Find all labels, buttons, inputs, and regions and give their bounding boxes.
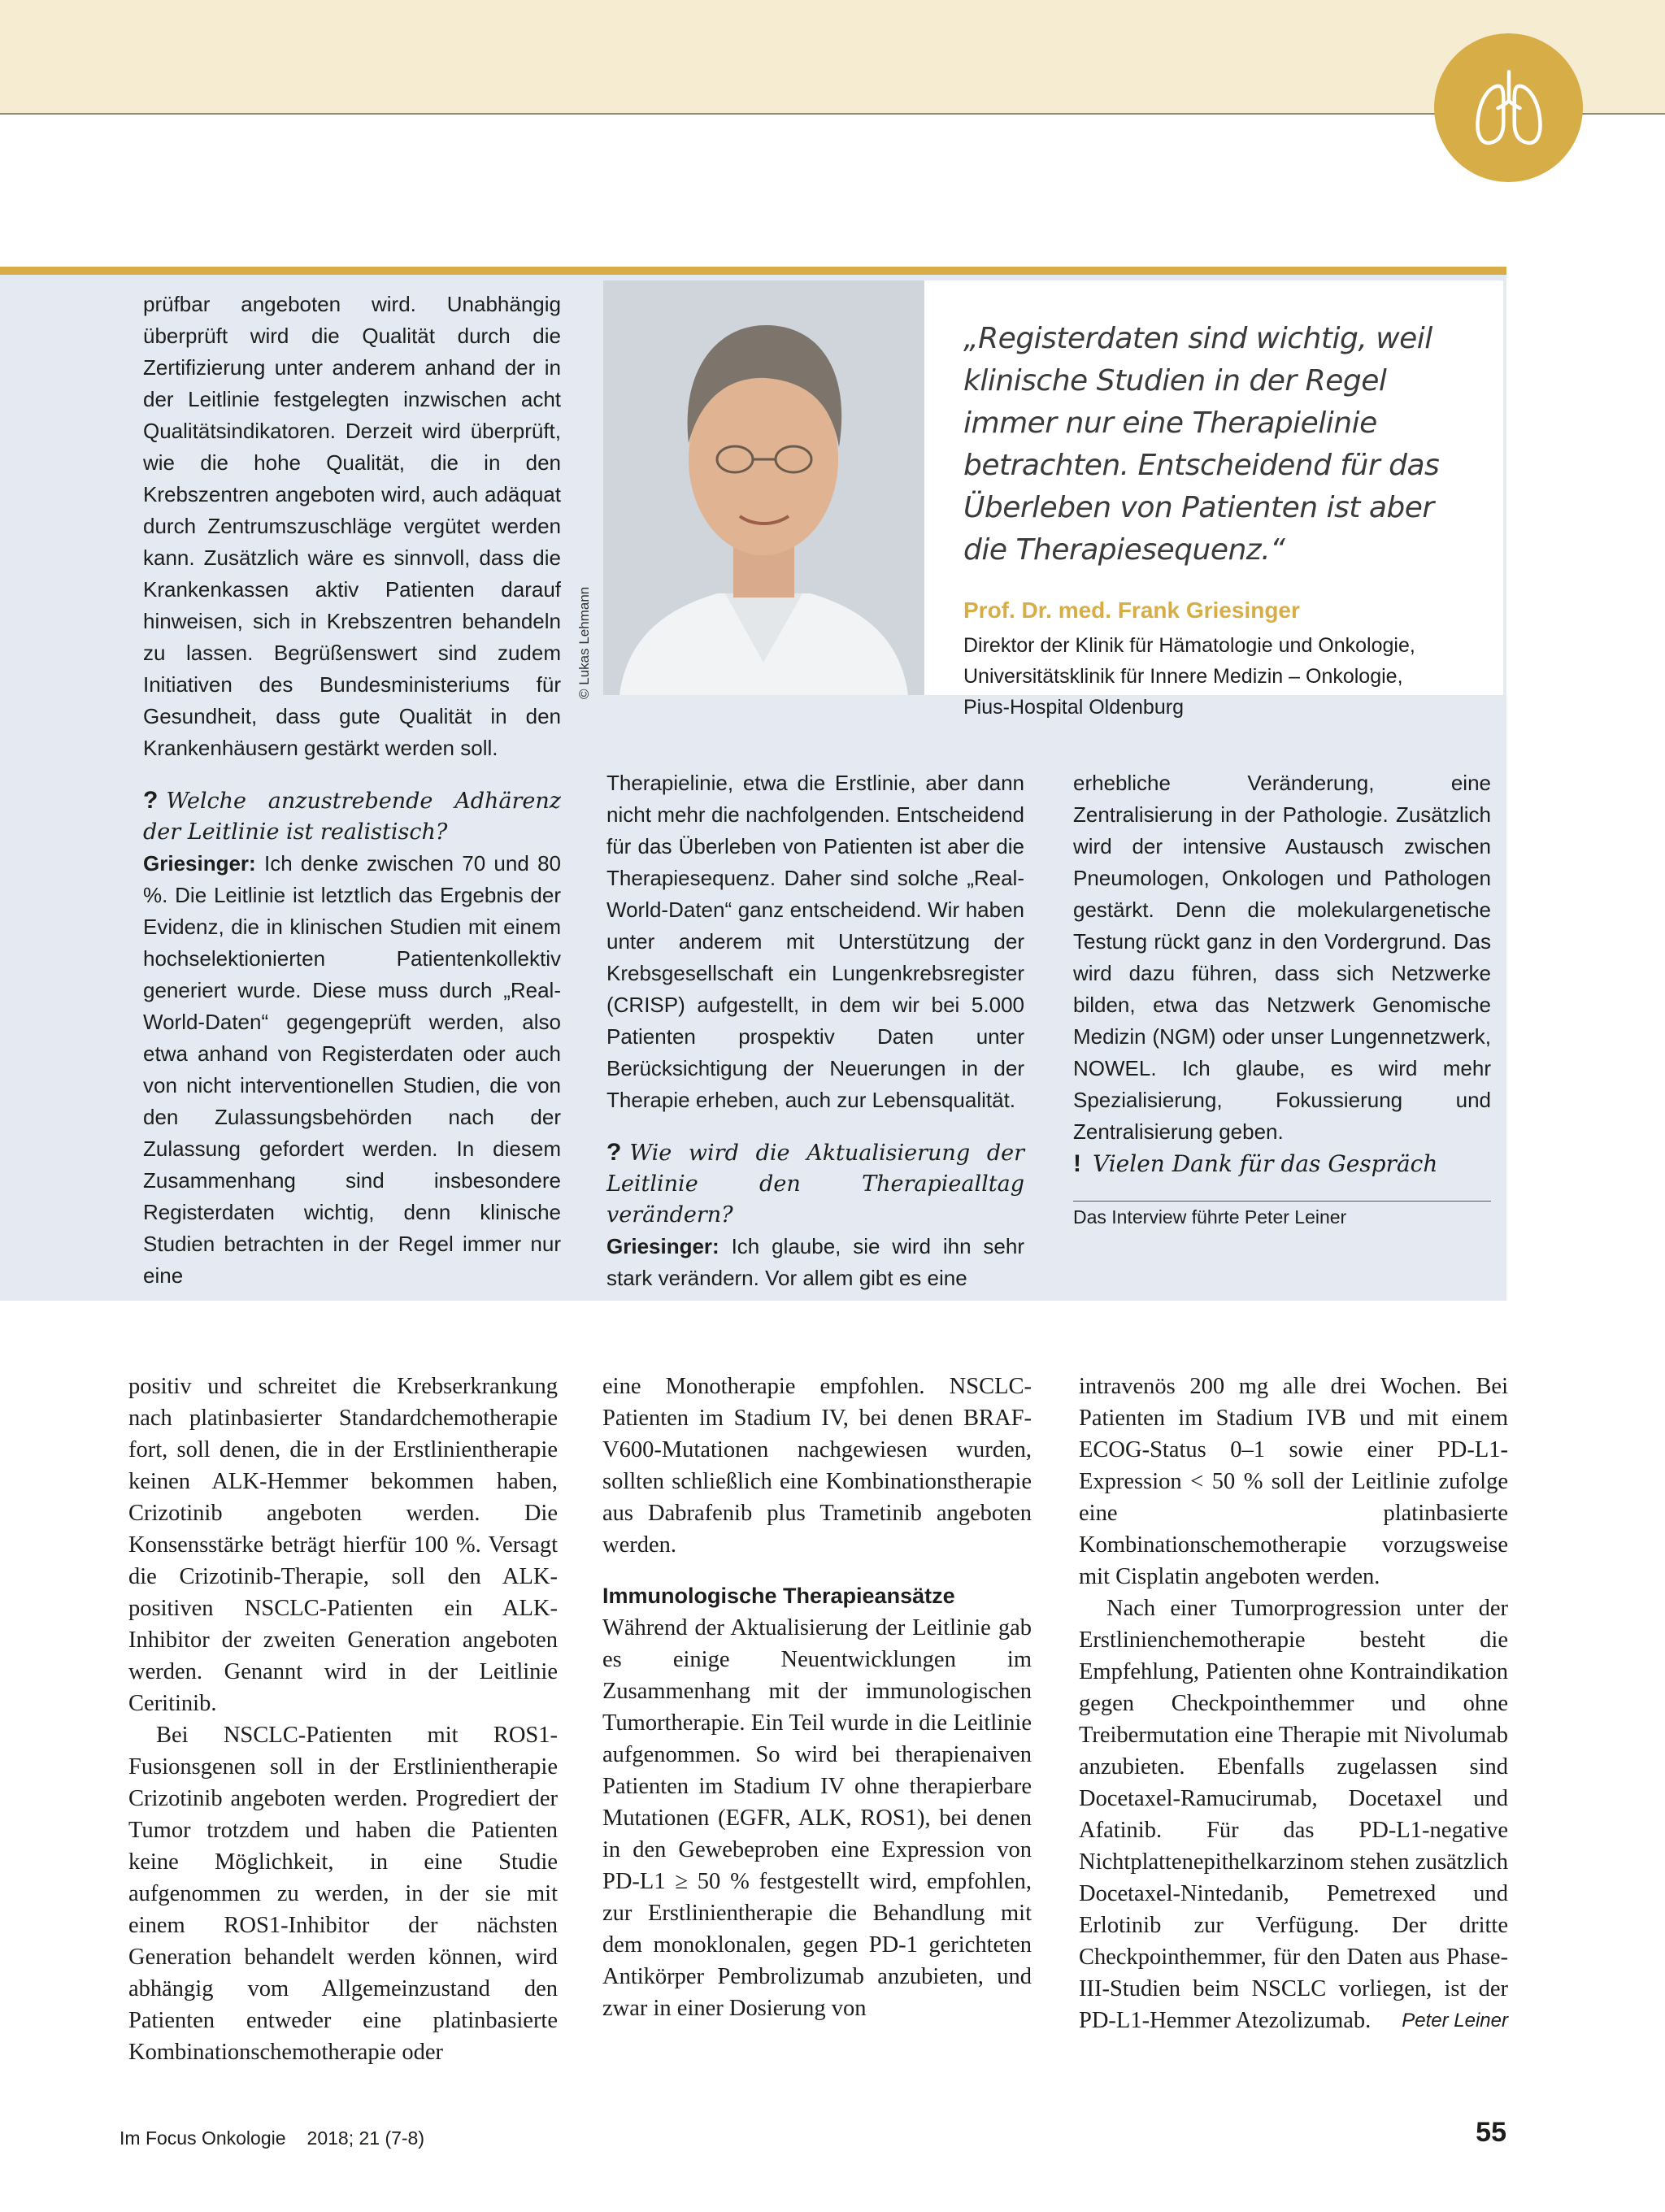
paragraph: positiv und schreitet die Krebserkrankung nach platinbasierter Standardchemotherapie fort, soll denen, die in der Erstlinientherapie keinen ALK-Hemmer bekommen haben, Crizotinib angeboten werden. Die Konsensstärke beträgt hierfür 100 %. Versagt die Crizotinib-Therapie, soll den ALK-positiven NSCLC-Patienten ein ALK-Inhibitor der zweiten Generation angeboten werden. Genannt wird in der Leitlinie Ceritinib. [128, 1374, 558, 1716]
pull-quote-panel [924, 280, 1503, 719]
footer-journal: Im Focus Onkologie 2018; 21 (7-8) [120, 2127, 425, 2149]
paragraph: Bei NSCLC-Patienten mit ROS1-Fusionsgenen soll in der Erstlinientherapie Crizotinib angeboten werden. Progrediert der Tumor trotzdem und haben die Patienten keine Möglichkeit, in eine Studie aufgenommen zu werden, in der sie mit einem ROS1-Inhibitor der nächsten Generation behandelt werden können, wird abhängig vom Allgemeinzustand den Patienten entweder eine platinbasierte Kombinationschemotherapie oder [128, 1723, 558, 2065]
interview-answer: Griesinger: Ich glaube, sie wird ihn sehr stark verändern. Vor allem gibt es eine [606, 1234, 1024, 1290]
interview-question: ? Welche anzustrebende Adhärenz der Leitlinie ist realistisch? [143, 787, 561, 845]
paragraph: intravenös 200 mg alle drei Wochen. Bei Patienten im Stadium IVB und mit einem ECOG-Status 0–1 sowie einer PD-L1-Expression < 50 % soll der Leitlinie zufolge eine platinbasierte Kombinationschemotherapie vorzugsweise mit Cisplatin angeboten werden. [1079, 1374, 1508, 1589]
paragraph: Nach einer Tumorprogression unter der Erstlinienchemotherapie besteht die Empfehlung, Patienten ohne Kontraindikation gegen Checkpointhemmer und ohne Treibermutation eine Therapie mit Nivolumab anzubieten. Ebenfalls zugelassen sind Docetaxel-Ramucirumab, Docetaxel und Afatinib. Für das PD-L1-negative Nichtplattenepithelkarzinom stehen zusätzlich Docetaxel-Nintedanib, Pemetrexed und Erlotinib zur Verfügung. Der dritte Checkpointhemmer, für den Daten aus Phase-III-Studien beim NSCLC vorliegen, ist der PD-L1-Hemmer Atezolizumab. Peter Leiner [1079, 1593, 1508, 2036]
section-heading: Immunologische Therapieansätze [602, 1584, 955, 1608]
photo-credit: © Lukas Lehmann [576, 586, 592, 699]
paragraph: prüfbar angeboten wird. Unabhängig überprüft wird die Qualität durch die Zertifizierung unter anderem anhand der in der Leitlinie festgelegten inzwischen acht Qualitätsindikatoren. Derzeit wird überprüft, wie die hohe Qualität, die in den Krebszentren angeboten wird, auch adäquat durch Zentrumszuschläge vergütet werden kann. Zusätzlich wäre es sinnvoll, dass die Krankenkassen aktiv Patienten darauf hinweisen, sich in Krebszentren behandeln zu lassen. Begrüßenswert sind zudem Initiativen des Bundesministeriums für Gesundheit, dass gute Qualität in den Krankenhäusern gestärkt werden soll. [143, 292, 561, 760]
paragraph: Während der Aktualisierung der Leitlinie gab es einige Neuentwicklungen im Zusammenhang mit der immunologischen Tumortherapie. Ein Teil wurde in die Leitlinie aufgenommen. So wird bei therapienaiven Patienten im Stadium IV ohne therapierbare Mutationen (EGFR, ALK, ROS1), bei denen in den Gewebeproben eine Expression von PD-L1 ≥ 50 % festgestellt wird, empfohlen, zur Erstlinientherapie die Behandlung mit dem monoklonalen, gegen PD-1 gerichteten Antikörper Pembrolizumab anzubieten, und zwar in einer Dosierung von [602, 1615, 1032, 2021]
header-band [0, 0, 1665, 115]
pull-quote: „Registerdaten sind wichtig, weil klinische Studien in der Regel immer nur eine Therapielinie betrachten. Entscheidend für das Überleben von Patienten ist aber die Therapiesequenz.“ [963, 322, 1440, 567]
article-column-2 [602, 1371, 1032, 2024]
quote-author-role: Direktor der Klinik für Hämatologie und Onkologie, Universitätsklinik für Innere Medizin – Onkologie, Pius-Hospital Oldenburg [963, 634, 1415, 719]
portrait-photo [603, 280, 924, 695]
interview-column-2 [606, 767, 1024, 1294]
article-column-1 [128, 1371, 558, 2068]
article-column-3 [1079, 1371, 1508, 2036]
interview-top-rule [0, 267, 1506, 275]
interview-column-3 [1073, 767, 1491, 1233]
closing-thanks: ! Vielen Dank für das Gespräch [1073, 1150, 1438, 1177]
quote-author-name: Prof. Dr. med. Frank Griesinger [963, 598, 1300, 623]
paragraph: eine Monotherapie empfohlen. NSCLC-Patienten im Stadium IV, bei denen BRAF-V600-Mutationen nachgewiesen wurden, sollten schließlich eine Kombinationstherapie aus Dabrafenib plus Trametinib angeboten werden. [602, 1374, 1032, 1558]
interview-answer: Griesinger: Ich denke zwischen 70 und 80 %. Die Leitlinie ist letztlich das Ergebnis der Evidenz, die in klinischen Studien mit einem hochselektionierten Patientenkollektiv generiert wurde. Diese muss durch „Real-World-Daten“ gegengeprüft werden, also etwa anhand von Registerdaten oder auch von nicht interventionellen Studien, die von den Zulassungsbehörden nach der Zulassung gefordert werden. In diesem Zusammenhang sind insbesondere Registerdaten wichtig, denn klinische Studien betrachten in der Regel immer nur eine [143, 851, 561, 1288]
interviewer-credit: Das Interview führte Peter Leiner [1073, 1206, 1347, 1228]
page-number: 55 [1476, 2117, 1506, 2148]
paragraph: Therapielinie, etwa die Erstlinie, aber dann nicht mehr die nachfolgenden. Entscheidend für das Überleben von Patienten ist aber die Therapiesequenz. Daher sind solche „Real-World-Daten“ ganz entscheidend. Wir haben unter anderem mit Unterstützung der Krebsgesellschaft ein Lungenkrebsregister (CRISP) aufgestellt, in dem wir bei 5.000 Patienten prospektiv Daten unter Berücksichtigung der Neuerungen in der Therapie erheben, auch zur Lebensqualität. [606, 771, 1024, 1112]
author-signature: Peter Leiner [1402, 2010, 1508, 2032]
paragraph: erhebliche Veränderung, eine Zentralisierung in der Pathologie. Zusätzlich wird der intensive Austausch zwischen Pneumologen, Onkologen und Pathologen gestärkt. Denn die molekulargenetische Testung rückt ganz in den Vordergrund. Das wird dazu führen, dass sich Netzwerke bilden, etwa das Netzwerk Genomische Medizin (NGM) oder unser Lungennetzwerk, NOWEL. Ich glaube, es wird mehr Spezialisierung, Fokussierung und Zentralisierung geben. [1073, 771, 1491, 1144]
interview-column-1 [143, 289, 561, 1292]
interview-question: ? Wie wird die Aktualisierung der Leitlinie den Therapiealltag verändern? [606, 1139, 1024, 1228]
lungs-icon [1434, 33, 1583, 182]
